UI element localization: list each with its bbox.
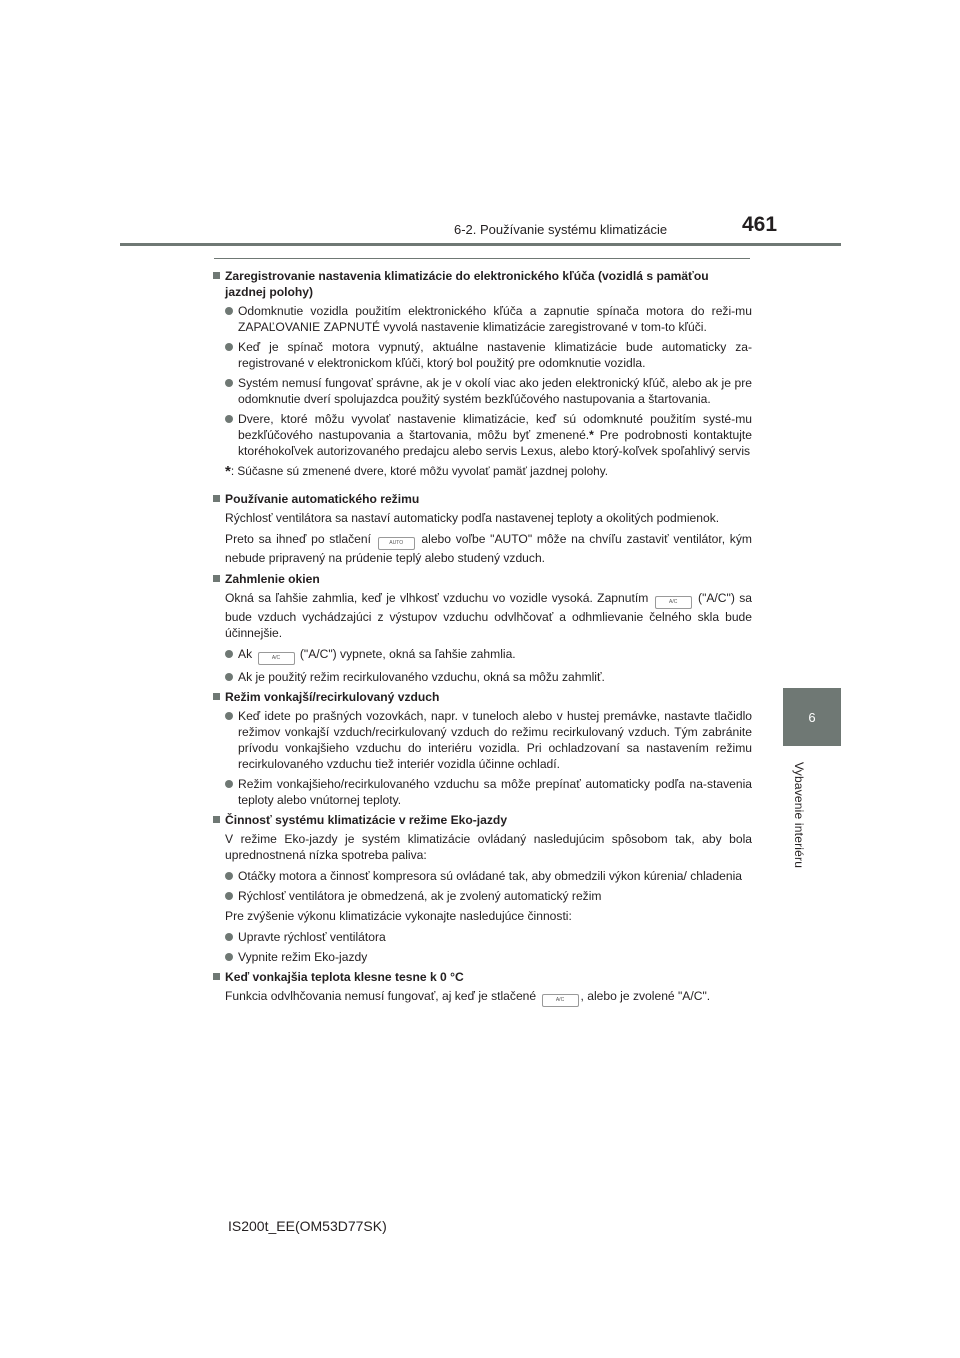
section-heading-low-temp: Keď vonkajšia teplota klesne tesne k 0 °C — [212, 969, 752, 985]
list-item: Keď idete po prašných vozovkách, napr. v tuneloch alebo v hustej premávke, nastavte tlačidlo režimov vonkajší vzduch/recirkulovaný vzduch do režimu recirkulovaný vzduch. Tým zabránite prívodu vonkajšieho vzduchu do interiéru vozidla. Pri ochladzovaní sa nastavením režimu recirkulovaného vzduchu tiež interiér vozidla účinne ochladí. — [212, 708, 752, 772]
paragraph: Pre zvýšenie výkonu klimatizácie vykonajte nasledujúce činnosti: — [225, 909, 572, 923]
list-item: Režim vonkajšieho/recirkulovaného vzduchu sa môže prepínať automaticky podľa na-stavenia teploty alebo vnútornej teploty. — [212, 776, 752, 808]
paragraph-text: Preto sa ihneď po stlačení — [225, 532, 371, 546]
list-item — [212, 646, 752, 665]
chapter-label: Vybavenie interiéru — [792, 762, 806, 869]
footnote — [212, 463, 752, 480]
list-item: Vypnite režim Eko-jazdy — [212, 949, 752, 965]
list-item: Ak je použitý režim recirkulovaného vzduchu, okná sa môžu zahmliť. — [212, 669, 752, 685]
document-code: IS200t_EE(OM53D77SK) — [228, 1218, 387, 1234]
chapter-tab: 6 — [783, 688, 841, 746]
paragraph-text: alebo voľbe "AUTO" môže na chvíľu zastaviť ventilátor, kým nebude pripravený na prúdenie teplý alebo studený vzduch. — [225, 532, 752, 565]
list-item-text: ("A/C") vypnete, okná sa ľahšie zahmlia. — [299, 647, 516, 661]
paragraph: Rýchlosť ventilátora sa nastaví automaticky podľa nastavenej teploty a okolitých podmienok. — [225, 511, 720, 525]
list-item-text: Pre podrobnosti kontaktujte ktoréhokoľvek autorizovaného predajcu alebo servis Lexus, alebo ktorý-koľvek spoľahlivý servis — [238, 428, 752, 458]
ac-button-icon: A/C — [655, 596, 692, 609]
auto-button-icon: AUTO — [378, 537, 415, 550]
paragraph — [212, 988, 752, 1007]
page-number: 461 — [742, 213, 778, 236]
ac-button-icon: A/C — [258, 652, 295, 665]
page-content — [212, 268, 752, 1012]
footnote-marker: * — [589, 428, 594, 442]
content-divider — [214, 258, 750, 259]
paragraph — [212, 590, 752, 641]
paragraph: V režime Eko-jazdy je systém klimatizácie ovládaný nasledujúcim spôsobom tak, aby bola uprednostnená nízka spotreba paliva: — [225, 832, 752, 862]
section-heading-eco: Činnosť systému klimatizácie v režime Eko-jazdy — [212, 812, 752, 828]
footnote-asterisk: * — [225, 463, 231, 480]
list-item: Otáčky motora a činnosť kompresora sú ovládané tak, aby obmedzili výkon kúrenia/ chladenia — [212, 868, 752, 884]
list-item-text: Dvere, ktoré môžu vyvolať nastavenie klimatizácie, keď sú odomknuté použitím systé-mu bezkľúčového nastupovania a štartovania, môžu byť zmenené. — [238, 412, 752, 442]
list-item-text: Ak — [238, 647, 253, 661]
list-item: Odomknutie vozidla použitím elektronického kľúča a zapnutie spínača motora do reži-mu ZAPAĽOVANIE ZAPNUTÉ vyvolá nastavenie klimatizácie zaregistrované v tom-to kľúči. — [212, 303, 752, 335]
list-item — [212, 411, 752, 459]
list-item: Systém nemusí fungovať správne, ak je v okolí viac ako jeden elektronický kľúč, alebo ak je pre odomknutie dverí spolujazdca použitý systém bezkľúčového nastupovania a štartovania. — [212, 375, 752, 407]
list-item: Rýchlosť ventilátora je obmedzená, ak je zvolený automatický režim — [212, 888, 752, 904]
section-heading-auto: Používanie automatického režimu — [212, 491, 752, 507]
footnote-text: : Súčasne sú zmenené dvere, ktoré môžu vyvolať pamäť jazdnej polohy. — [230, 464, 608, 478]
paragraph-text: ("A/C") sa bude vzduch vychádzajúci z výstupov vzduchu odvlhčovať a odhmlievanie čelného skla bude účinnejšie. — [225, 591, 752, 640]
paragraph — [212, 531, 752, 566]
header-divider — [120, 243, 841, 246]
paragraph-text: Okná sa ľahšie zahmlia, keď je vlhkosť vzduchu vo vozidle vysoká. Zapnutím — [225, 591, 649, 605]
paragraph-text: , alebo je zvolené "A/C". — [580, 989, 711, 1003]
list-item: Upravte rýchlosť ventilátora — [212, 929, 752, 945]
section-heading-memory: Zaregistrovanie nastavenia klimatizácie do elektronického kľúča (vozidlá s pamäťou jazdnej polohy) — [212, 268, 752, 300]
ac-button-icon: A/C — [542, 994, 579, 1007]
paragraph-text: Funkcia odvlhčovania nemusí fungovať, aj keď je stlačené — [225, 989, 537, 1003]
list-item: Keď je spínač motora vypnutý, aktuálne nastavenie klimatizácie bude automaticky za-registrované v elektronickom kľúči, ktorý bol použitý pre odomknutie vozidla. — [212, 339, 752, 371]
section-title: 6-2. Používanie systému klimatizácie — [454, 222, 668, 237]
section-heading-fogging: Zahmlenie okien — [212, 571, 752, 587]
section-heading-recirculation: Režim vonkajší/recirkulovaný vzduch — [212, 689, 752, 705]
